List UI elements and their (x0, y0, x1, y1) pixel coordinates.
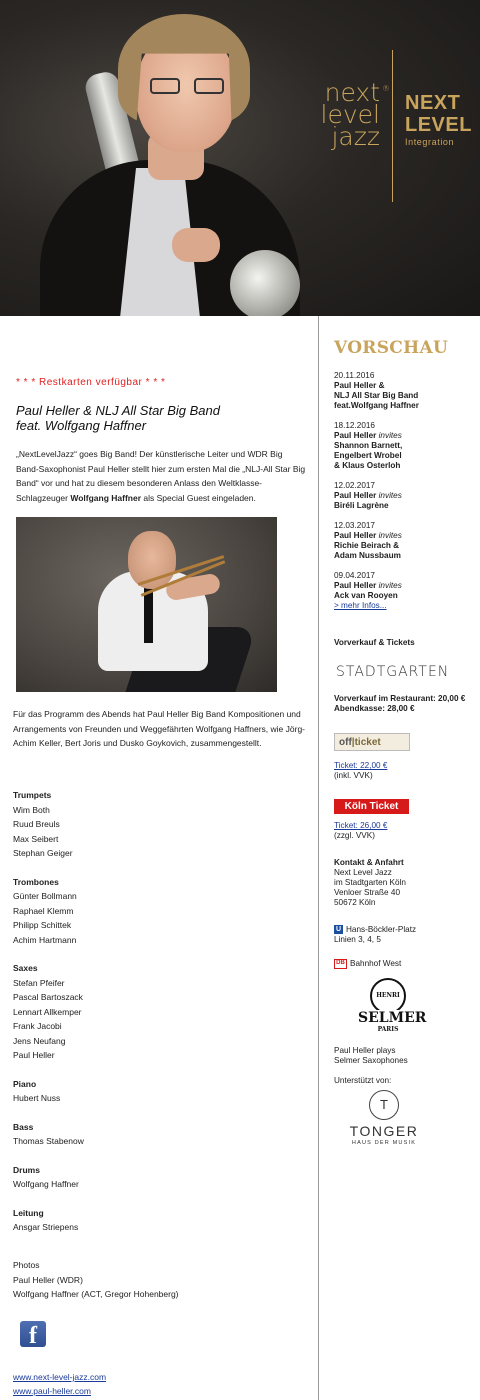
lineup-section-title: Piano (13, 1078, 37, 1089)
offticket-price-link[interactable]: Ticket: 22,00 € (334, 761, 388, 770)
link-paul-heller[interactable]: www.paul-heller.com (13, 1386, 91, 1396)
lineup-member: Stefan Pfeifer (13, 977, 65, 988)
kontakt-line: 50672 Köln (334, 898, 376, 907)
selmer-text (334, 1046, 480, 1066)
tonger-subtitle: HAUS DER MUSIK (351, 1140, 417, 1146)
koelnticket-price-link[interactable]: Ticket: 26,00 € (334, 821, 388, 830)
lineup-member: Paul Heller (13, 1050, 55, 1060)
ubahn-info (334, 925, 480, 945)
lineup-member: Philipp Schittek (13, 920, 72, 930)
offticket-logo[interactable]: off|ticket (334, 733, 410, 751)
next-level-integration-logo (405, 92, 480, 148)
main-content (0, 316, 318, 1400)
koelnticket-logo[interactable]: Köln Ticket (334, 799, 409, 814)
preview-artist: Paul Heller (334, 431, 377, 440)
logo-divider (392, 50, 393, 202)
lineup-section-title: Trombones (13, 876, 59, 887)
lineup-member: Pascal Bartoszack (13, 992, 83, 1002)
logo-level-text: NEXT LEVEL (405, 92, 472, 136)
offticket-note: (inkl. VVK) (334, 771, 373, 780)
musician-glasses-image (150, 78, 224, 96)
preview-guest: Biréli Lagrène (334, 501, 389, 510)
lineup-section-leitung (13, 1206, 303, 1235)
db-icon: DB (334, 959, 347, 969)
selmer-city: PARIS (377, 1026, 399, 1033)
preview-headline (334, 431, 480, 441)
selmer-word: SELMER (358, 1010, 427, 1026)
lineup-section-drums (13, 1163, 303, 1192)
lineup-member: Wolfgang Haffner (13, 1179, 79, 1189)
lineup-section-piano (13, 1077, 303, 1106)
kontakt-heading: Kontakt & Anfahrt (334, 858, 404, 867)
event-title-line1: Paul Heller & NLJ All Star Big Band (16, 403, 221, 418)
preview-item (334, 521, 480, 561)
facebook-icon[interactable]: f (20, 1321, 46, 1347)
preview-date: 20.11.2016 (334, 371, 375, 380)
intro-text-end: als Special Guest eingeladen. (141, 492, 256, 503)
vorverkauf-heading: Vorverkauf & Tickets (334, 638, 415, 647)
preview-invites: invites (378, 531, 402, 540)
kontakt-line: Venloer Straße 40 (334, 888, 400, 897)
preview-artist: Paul Heller (334, 531, 377, 540)
selmer-text-line1: Paul Heller plays (334, 1046, 396, 1055)
saxophone-bell-image (230, 250, 300, 316)
ubahn-icon: U (335, 926, 342, 934)
lineup-member: Hubert Nuss (13, 1093, 61, 1103)
restkarten-notice: * * * Restkarten verfügbar * * * (16, 377, 166, 388)
preview-headline (334, 491, 480, 501)
lineup-section-title: Trumpets (13, 790, 52, 800)
vorschau-heading: VORSCHAU (334, 338, 449, 358)
stadtgarten-logo[interactable]: STADTGARTEN (336, 664, 450, 680)
preview-guest: feat.Wolfgang Haffner (334, 401, 419, 410)
koelnticket-info (334, 821, 387, 841)
preview-guest: Adam Nussbaum (334, 551, 401, 560)
kontakt-line: Next Level Jazz (334, 868, 392, 877)
preview-headline (334, 381, 480, 391)
next-level-jazz-logo (288, 78, 390, 151)
preview-guest: Ack van Rooyen (334, 591, 398, 600)
lineup-section-title: Drums (13, 1164, 40, 1175)
registered-mark: ® (382, 84, 390, 93)
selmer-text-line2: Selmer Saxophones (334, 1056, 408, 1065)
unterstuetzt-label: Unterstützt von: (334, 1076, 392, 1085)
lineup-member: Stephan Geiger (13, 848, 73, 858)
preview-guest: Engelbert Wrobel (334, 451, 402, 460)
preview-item (334, 571, 480, 601)
lineup-member: Achim Hartmann (13, 934, 77, 945)
sidebar-divider (318, 316, 319, 1400)
preview-item (334, 481, 480, 511)
lineup-member: Ansgar Striepens (13, 1222, 79, 1232)
preview-guest: NLJ All Star Big Band (334, 391, 419, 400)
logo-integration-text: Integration (405, 137, 455, 147)
link-next-level-jazz[interactable]: www.next-level-jazz.com (13, 1372, 107, 1382)
preview-date: 12.02.2017 (334, 481, 375, 490)
logo-text: next level jazz (320, 78, 380, 151)
selmer-ring: HENRI (370, 978, 406, 1014)
intro-paragraph (16, 447, 306, 505)
lineup-section-title: Bass (13, 1121, 34, 1132)
preview-guest: Richie Beirach & (334, 541, 400, 550)
preview-item (334, 421, 480, 471)
lineup-section-trombones (13, 875, 303, 948)
preview-invites: invites (378, 431, 402, 440)
lineup-member: Wim Both (13, 804, 50, 815)
tonger-name: TONGER (349, 1123, 419, 1139)
header-banner (0, 0, 480, 316)
musician-hand-image (172, 228, 220, 262)
stadtgarten-prices (334, 694, 480, 714)
lineup-section-title: Saxes (13, 963, 38, 973)
lineup-member: Max Seibert (13, 833, 59, 844)
lineup-section-title: Leitung (13, 1207, 44, 1218)
preview-guest: & Klaus Osterloh (334, 461, 401, 470)
photos-label: Photos (13, 1260, 40, 1270)
haffner-photo (16, 517, 277, 692)
lineup-member: Thomas Stabenow (13, 1136, 84, 1146)
preview-date: 09.04.2017 (334, 571, 375, 580)
kontakt-line: im Stadtgarten Köln (334, 878, 406, 887)
koelnticket-note: (zzgl. VVK) (334, 831, 375, 840)
lineup-member: Lennart Allkemper (13, 1006, 82, 1017)
lineup-member: Raphael Klemm (13, 905, 74, 916)
db-station: Bahnhof West (350, 959, 402, 969)
program-paragraph: Für das Programm des Abends hat Paul Heller Big Band Kompositionen und Arrangements von Freunden und Weggefährten Wolfgang Haffners, wie Jörg-Achim Keller, Bert Joris und Dusko Goykovich, zusammengestellt. (13, 709, 306, 748)
lineup-section-saxes (13, 961, 303, 1063)
lineup-member: Ruud Breuls (13, 819, 60, 829)
lineup-section-bass (13, 1120, 303, 1149)
preview-list (334, 371, 480, 611)
preview-artist: Paul Heller (334, 581, 377, 590)
vorverkauf-restaurant: Vorverkauf im Restaurant: 20,00 € (334, 694, 466, 703)
tonger-logo[interactable] (344, 1090, 424, 1147)
preview-date: 12.03.2017 (334, 521, 375, 530)
preview-invites: invites (378, 581, 402, 590)
abendkasse-price: Abendkasse: 28,00 € (334, 704, 415, 713)
preview-headline (334, 531, 480, 541)
preview-artist: Paul Heller & (334, 381, 385, 390)
preview-item (334, 371, 480, 411)
offticket-info (334, 761, 387, 781)
preview-guest: Shannon Barnett, (334, 441, 403, 450)
event-title (16, 403, 306, 433)
lineup-member: Jens Neufang (13, 1035, 66, 1046)
sidebar (334, 316, 480, 1400)
ubahn-stop: Hans-Böckler-Platz (346, 925, 417, 934)
photo-credits (13, 1258, 303, 1302)
lineup-section-trumpets (13, 788, 303, 861)
lineup (13, 788, 303, 1249)
intro-text: „NextLevelJazz“ goes Big Band! Der künstlerische Leiter und WDR Big Band-Saxophonist Paul Heller stellt hier zum ersten Mal die „NLJ-All Star Big Band“ vor und hat zu diesem besonderen Anlass den Weltklasse-Schlagzeuger (16, 449, 306, 503)
db-info (334, 959, 480, 969)
kontakt-address (334, 868, 480, 908)
lineup-member: Günter Bollmann (13, 891, 77, 901)
preview-date: 18.12.2016 (334, 421, 375, 430)
selmer-logo[interactable] (356, 978, 427, 1036)
preview-artist: Paul Heller (334, 491, 377, 500)
event-title-line2: feat. Wolfgang Haffner (16, 418, 147, 433)
photo-credit: Wolfgang Haffner (ACT, Gregor Hohenberg) (13, 1289, 179, 1299)
tonger-mark-icon: T (369, 1090, 399, 1120)
intro-guest-name: Wolfgang Haffner (70, 492, 142, 503)
ubahn-lines: Linien 3, 4, 5 (334, 935, 381, 944)
lineup-member: Frank Jacobi (13, 1021, 62, 1031)
preview-invites: invites (378, 491, 402, 500)
mehr-infos-link[interactable]: > mehr Infos... (334, 601, 387, 610)
preview-headline (334, 581, 480, 591)
photo-credit: Paul Heller (WDR) (13, 1274, 83, 1285)
